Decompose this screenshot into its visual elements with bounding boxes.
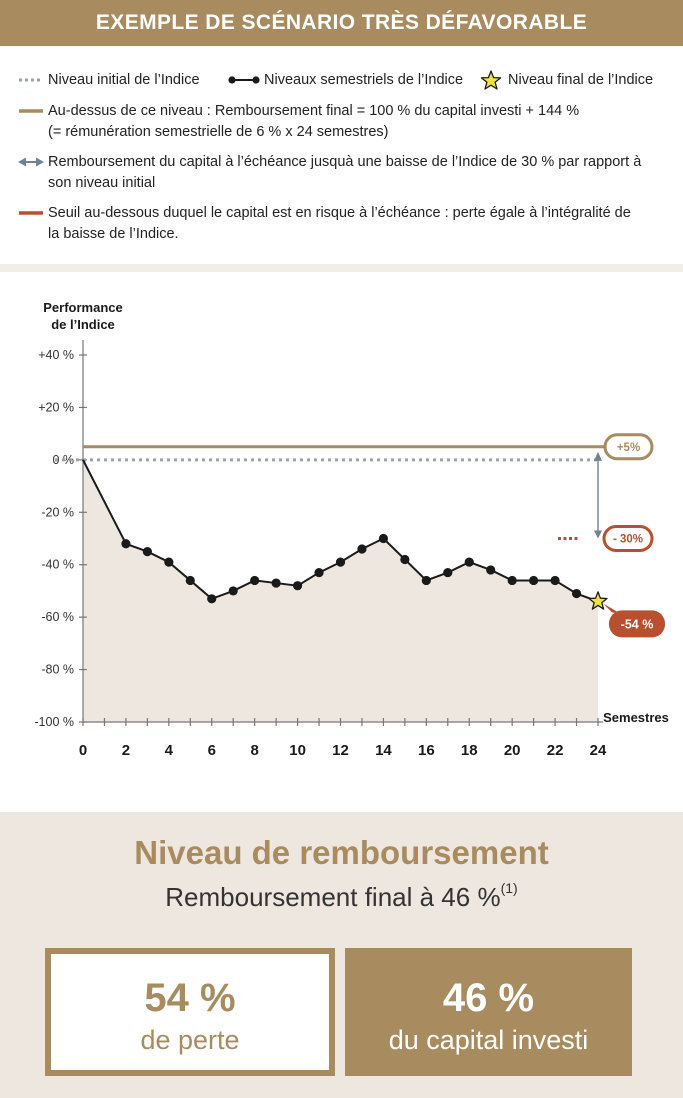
double-arrow-icon [18,156,44,170]
y-tick-label: -100 % [34,715,74,729]
data-point [229,586,238,595]
summary-footnote-ref: (1) [500,880,518,896]
line-with-dots-icon [228,74,260,88]
legend [0,46,683,264]
data-point [121,539,130,548]
dotted-line-icon [18,74,44,88]
chart-container [0,272,683,812]
legend-above-level-text [48,101,668,143]
capital-label: - 30% [612,533,644,546]
legend-protection-text [48,152,668,194]
x-tick-label: 16 [417,742,435,759]
star-icon [480,70,502,90]
legend-row-4 [18,203,678,247]
data-point [443,568,452,577]
x-tick-label: 24 [589,742,607,759]
performance-chart [0,272,683,812]
data-point [272,578,281,587]
section-separator [0,264,683,272]
legend-risk-line2: la baisse de l’Indice. [48,226,179,242]
data-point [508,576,517,585]
y-axis-label-line1: Performance [43,300,123,315]
loss-label: de perte [140,1025,240,1055]
protection-arrow-head-top [594,452,602,461]
legend-row-1 [18,70,678,92]
x-tick-label: 10 [289,742,306,759]
legend-final-label: Niveau final de l’Indice [508,72,654,88]
legend-semiannual-label: Niveaux semestriels de l’Indice [264,72,464,88]
gold-line-icon [18,105,44,119]
data-point [164,557,173,566]
y-tick-label: +40 % [38,348,74,362]
data-point [550,576,559,585]
data-point [336,557,345,566]
x-tick-label: 22 [546,742,564,759]
x-tick-label: 4 [164,742,174,759]
loss-box [45,948,335,1076]
data-point [143,547,152,556]
legend-row-2 [18,101,678,145]
data-point [250,576,259,585]
data-point [529,576,538,585]
y-tick-label: -40 % [41,557,74,572]
data-point [207,594,216,603]
summary-subtitle: Remboursement final à 46 % [165,882,501,912]
capital-value: 46 % [442,976,535,1020]
loss-value: 54 % [144,976,236,1020]
data-point [379,534,388,543]
x-tick-label: 6 [207,742,216,759]
legend-initial-label: Niveau initial de l’Indice [48,72,200,88]
capital-box [345,948,632,1076]
summary-subtitle-row [0,882,683,913]
summary-panel [0,812,683,1098]
y-tick-label: -60 % [41,610,74,625]
page-title: EXEMPLE DE SCÉNARIO TRÈS DÉFAVORABLE [0,0,683,46]
x-tick-label: 2 [121,742,131,759]
x-tick-label: 20 [503,742,521,759]
legend-risk-text [48,203,668,245]
x-tick-label: 0 [78,742,88,759]
data-point [572,589,581,598]
y-tick-label: -80 % [41,662,74,677]
y-tick-label: 0 % [52,452,74,467]
data-point [314,568,323,577]
data-point [293,581,302,590]
x-tick-label: 8 [250,742,259,759]
y-tick-label: -20 % [41,505,74,520]
summary-title: Niveau de remboursement [134,834,549,871]
legend-row-3 [18,152,678,196]
area-fill [83,460,598,722]
protection-arrow-head-bottom [594,531,602,539]
x-tick-label: 18 [460,742,478,759]
legend-above-level-line2: (= rémunération semestrielle de 6 % x 24 semestres) [48,124,389,140]
legend-protection-line1: Remboursement du capital à l’échéance jusquà une baisse de l’Indice de 30 % par rapport à [48,154,642,170]
final-label: -54 % [620,617,654,632]
data-point [357,544,366,553]
data-point [486,565,495,574]
legend-above-level-line1: Au-dessus de ce niveau : Remboursement final = 100 % du capital investi + 144 % [48,103,580,119]
data-point [465,557,474,566]
data-point [186,576,195,585]
x-tick-label: 12 [332,742,349,759]
data-point [422,576,431,585]
x-tick-label: 14 [375,742,392,759]
y-tick-label: +20 % [38,400,74,415]
data-point [400,555,409,564]
y-axis-label-line2: de l’Indice [51,317,115,332]
legend-protection-line2: son niveau initial [48,175,156,191]
barrier-label: +5% [616,441,641,454]
x-axis-label: Semestres [603,710,669,725]
legend-risk-line1: Seuil au-dessous duquel le capital est en risque à l’échéance : perte égale à l’intégralité de [48,205,631,221]
risk-line-icon [18,207,44,221]
capital-label: du capital investi [388,1025,589,1055]
